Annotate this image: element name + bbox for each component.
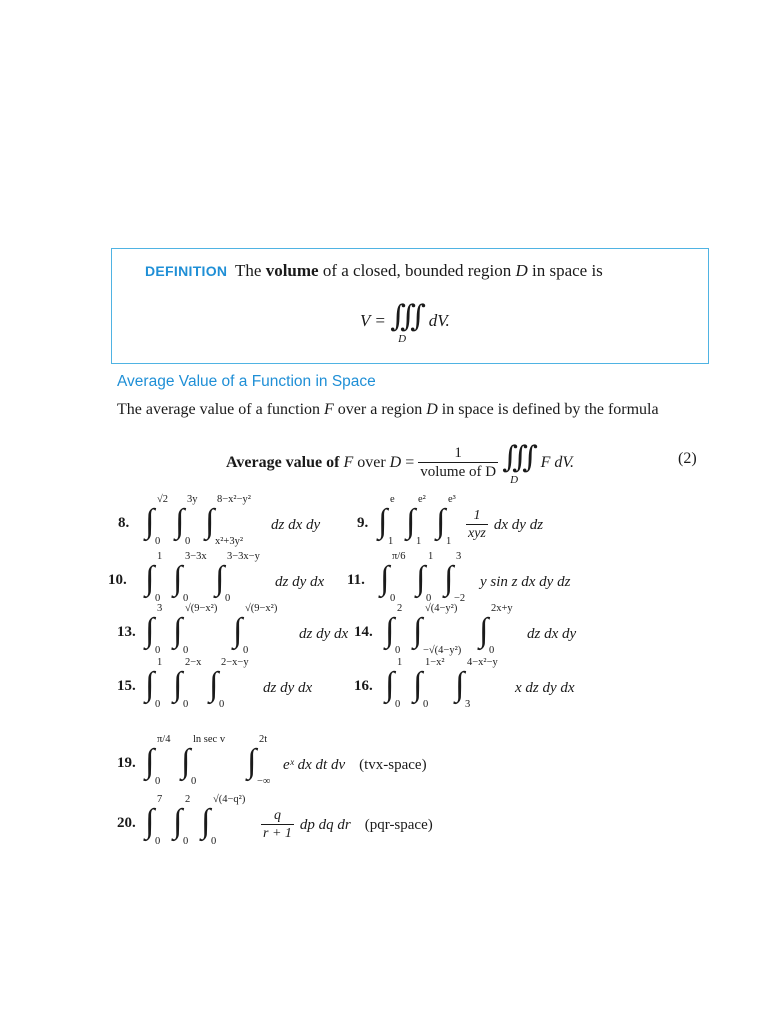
problem-number: 13. [117,624,136,640]
lower-limit: 1 [416,536,422,547]
upper-limit: √2 [157,494,169,505]
upper-limit: 1 [157,551,163,562]
upper-limit: 1 [428,551,434,562]
formula-rhs: dV. [428,311,450,330]
integral-sign: ∫ 3 0 [145,603,163,656]
lower-limit: 0 [489,645,495,656]
fraction-numerator: q [273,808,281,823]
avg-integrand: F dV. [540,454,575,471]
problem-number: 11. [347,572,365,588]
formula-lhs: V = [360,311,386,330]
integral-sign: ∫ 2−x 0 [173,657,202,710]
upper-limit: π/6 [392,551,406,562]
def-text-part: of a closed, bounded region [318,261,516,280]
integral-sign: ∫ π/4 0 [145,734,171,787]
upper-limit: 8−x²−y² [217,494,251,505]
integrand: dx dy dz [493,516,544,533]
problem-number: 14. [354,624,373,640]
lower-limit: 0 [183,699,189,710]
lower-limit: 0 [155,699,161,710]
lower-limit: 0 [243,645,249,656]
lower-limit: 0 [225,593,231,604]
integral-sign: ∫ 2 0 [173,794,191,847]
body-part-italic: D [426,401,438,418]
body-part: in space is defined by the formula [437,401,659,418]
problem-number: 19. [117,755,136,771]
upper-limit: 2−x [185,657,202,668]
upper-limit: 2t [259,734,268,745]
def-text-part: in space is [527,261,603,280]
definition-label: DEFINITION [145,263,228,279]
upper-limit: e [390,494,395,505]
lower-limit: 0 [155,536,161,547]
upper-limit: ln sec v [193,734,226,745]
lower-limit: 0 [426,593,432,604]
integrand-fraction [261,808,294,842]
upper-limit: 1 [157,657,163,668]
avg-D: D [389,454,402,471]
upper-limit: 3 [456,551,462,562]
upper-limit: √(9−x²) [245,603,278,614]
integrand: dz dy dx [275,573,325,590]
fraction-numerator: 1 [473,508,481,523]
integral-sign: ∫ 3y 0 [175,494,198,547]
integral-region: D [510,474,519,486]
integral-sign: ∫ 2−x−y 0 [209,657,249,710]
integral-sign: ∫ 4−x²−y 3 [455,657,498,710]
integrand: dz dx dy [271,516,321,533]
lower-limit: 0 [211,836,217,847]
problem-expression [145,657,313,710]
integral-sign: ∫ e 1 [378,494,395,547]
lower-limit: 0 [423,699,429,710]
problem-number: 10. [108,572,127,588]
problem-expression [145,494,321,547]
upper-limit: e³ [448,494,456,505]
problem-expression [145,734,427,787]
space-note: (tvx-space) [359,756,427,773]
body-part: The average value of a function [117,401,325,418]
problem-number: 20. [117,815,136,831]
avg-eq: = [401,454,415,471]
integral-sign: ∫ e³ 1 [436,494,456,547]
problem-expression [385,657,575,710]
problem-expression [378,494,544,547]
lower-limit: −√(4−y²) [423,645,462,656]
definition-box [111,248,709,364]
integral-glyph: ∭ [390,300,415,333]
upper-limit: 7 [157,794,163,805]
problem-number: 16. [354,678,373,694]
integral-sign: ∫ 3−3x 0 [173,551,207,604]
upper-limit: 2 [185,794,191,805]
triple-integral-symbol [502,440,536,486]
integral-sign: ∫ 3 −2 [444,551,466,604]
avg-fraction [418,445,498,481]
integrand: dz dy dx [299,625,349,642]
integral-sign: ∫ 1−x² 0 [413,657,445,710]
integral-sign: ∫ e² 1 [406,494,426,547]
integral-sign: ∫ 2x+y 0 [479,603,513,656]
problem-number: 8. [118,515,130,531]
avg-frac-num: 1 [454,445,462,462]
integral-sign: ∫ 2 0 [385,603,403,656]
integral-sign: ∫ π/6 0 [380,551,406,604]
fraction-denominator: r + 1 [263,826,292,841]
problem-number: 9. [357,515,369,531]
integral-sign: ∫ √(9−x²) 0 [233,603,278,656]
lower-limit: 1 [388,536,394,547]
upper-limit: √(9−x²) [185,603,218,614]
lower-limit: 0 [183,593,189,604]
def-text-bold: volume [265,261,319,280]
problem-expression [145,551,325,604]
equation-number: (2) [678,450,697,467]
def-text-italic: D [515,261,528,280]
lower-limit: 0 [185,536,191,547]
integral-sign: ∫ √(9−x²) 0 [173,603,218,656]
lower-limit: 0 [390,593,396,604]
lower-limit: 0 [155,645,161,656]
lower-limit: −∞ [257,776,271,787]
integral-sign: ∫ 2t −∞ [247,734,271,787]
avg-frac-den: volume of D [420,464,497,481]
integral-sign: ∫ 1 0 [145,657,163,710]
lower-limit: 0 [395,699,401,710]
integral-region: D [398,333,407,345]
upper-limit: 3y [187,494,198,505]
lower-limit: 0 [155,776,161,787]
integrand: y sin z dx dy dz [480,573,571,590]
body-part: over a region [333,401,427,418]
integral-sign: ∫ 8−x²−y² x²+3y² [205,494,251,547]
integral-sign: ∫ √(4−q²) 0 [201,794,246,847]
lower-limit: 0 [155,593,161,604]
problem-expression [385,603,577,656]
problem-expression [145,603,349,656]
integral-sign: ∫ 1 0 [145,551,163,604]
problem-expression [380,551,571,604]
integral-sign: ∫ 3−3x−y 0 [215,551,260,604]
integral-sign: ∫ ln sec v 0 [181,734,226,787]
upper-limit: 3 [157,603,163,614]
integral-sign: ∫ 1 0 [385,657,403,710]
lower-limit: 0 [219,699,225,710]
lower-limit: 3 [465,699,471,710]
def-text-part: The [235,261,266,280]
upper-limit: π/4 [157,734,171,745]
integrand-fraction [466,508,488,542]
lower-limit: x²+3y² [215,536,243,547]
fraction-denominator: xyz [468,526,486,541]
lower-limit: 0 [395,645,401,656]
upper-limit: √(4−q²) [213,794,246,805]
lower-limit: 1 [446,536,452,547]
upper-limit: 1−x² [425,657,445,668]
body-part-italic: F [324,401,334,418]
integral-sign: ∫ √2 0 [145,494,169,547]
avg-F: F [343,454,354,471]
definition-text [235,261,603,281]
upper-limit: 2 [397,603,403,614]
integrand: dp dq dr [299,816,351,833]
integrand: x dz dy dx [515,679,575,696]
lower-limit: 0 [155,836,161,847]
lower-limit: 0 [191,776,197,787]
lower-limit: 0 [183,836,189,847]
integral-sign: ∫ 1 0 [416,551,434,604]
integrand: dz dx dy [527,625,577,642]
upper-limit: 4−x²−y [467,657,498,668]
integral-sign: ∫ √(4−y²) −√(4−y²) [413,603,462,656]
upper-limit: 3−3x−y [227,551,260,562]
integrand: dz dy dx [263,679,313,696]
avg-label: Average value of [226,454,344,471]
section-body [117,401,659,419]
upper-limit: 1 [397,657,403,668]
problem-number: 15. [117,678,136,694]
upper-limit: e² [418,494,426,505]
upper-limit: 2x+y [491,603,513,614]
section-title: Average Value of a Function in Space [117,373,376,390]
average-value-formula [226,440,575,486]
space-note: (pqr-space) [364,816,433,833]
upper-limit: 2−x−y [221,657,249,668]
upper-limit: 3−3x [185,551,207,562]
integral-glyph: ∭ [502,441,527,474]
triple-integral-symbol [390,299,424,345]
avg-over: over [353,454,390,471]
integrand: eˣ dx dt dv [283,756,346,773]
integral-sign: ∫ 7 0 [145,794,163,847]
problem-expression [145,794,433,847]
upper-limit: √(4−y²) [425,603,458,614]
lower-limit: 0 [183,645,189,656]
lower-limit: −2 [454,593,466,604]
volume-formula [360,299,450,345]
